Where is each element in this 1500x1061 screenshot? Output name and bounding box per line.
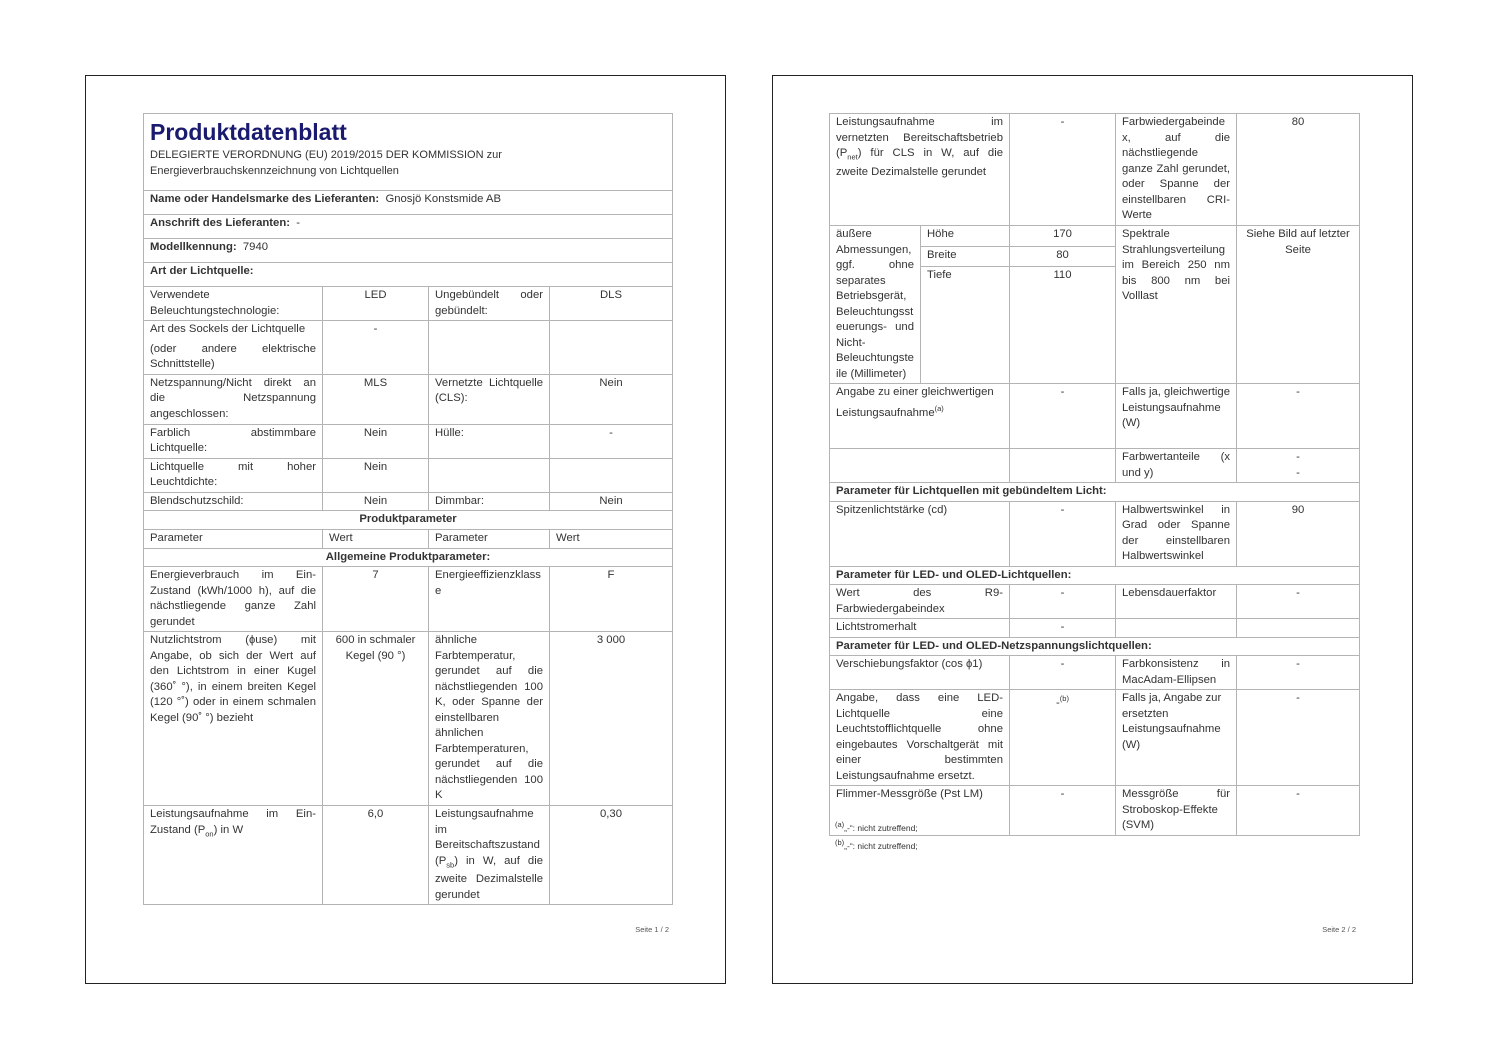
param-label	[144, 806, 323, 905]
param-label: Lichtquelle mit hoher Leuchtdichte:	[144, 458, 323, 492]
param-label: Lichtstromerhalt	[830, 619, 1010, 638]
supplier-row	[144, 191, 673, 215]
dimension-value: 110	[1010, 267, 1116, 384]
param-label: Falls ja, Angabe zur ersetzten Leistungsaufnahme (W)	[1116, 690, 1237, 786]
table-row	[830, 585, 1360, 619]
param-label: Energieeffizienzklasse	[429, 567, 550, 632]
supplier-value: Gnosjö Konstsmide AB	[385, 193, 501, 205]
table-row	[144, 424, 673, 458]
param-value	[550, 321, 673, 375]
param-label: Verschiebungsfaktor (cos ϕ1)	[830, 656, 1010, 690]
table-row	[144, 492, 673, 511]
label-text: ) in W, auf die zweite Dezimalstelle gerundet	[435, 854, 543, 901]
product-datasheet-table	[143, 113, 673, 905]
param-value: -	[1237, 786, 1360, 836]
table-row	[144, 374, 673, 424]
param-label: Farblich abstimmbare Lichtquelle:	[144, 424, 323, 458]
param-label: Nutzlichtstrom (ɸuse) mit Angabe, ob sich der Wert auf den Lichtstrom in einer Kugel (360˚ °), in einem breiten Kegel (120 °˚) oder in einem schmalen Kegel (90˚ °) bezieht	[144, 632, 323, 806]
param-value: 600 in schmaler Kegel (90 °)	[323, 632, 429, 806]
page-1	[85, 75, 726, 984]
table-row	[830, 690, 1360, 786]
value-text: -	[1056, 696, 1060, 709]
column-header: Wert	[550, 530, 673, 549]
param-value: -	[1237, 585, 1360, 619]
param-label: Hülle:	[429, 424, 550, 458]
led-heading: Parameter für LED- und OLED-Lichtquellen:	[830, 566, 1360, 585]
label-text: ) für CLS in W, auf die zweite Dezimalstelle gerundet	[836, 147, 1003, 178]
footnote-mark: (a)	[835, 820, 845, 829]
footnote	[835, 820, 918, 833]
footnote-text: „-“: nicht zutreffend;	[844, 822, 918, 833]
label-text: Leistungsaufnahme im Bereitschaftszustand (P	[435, 808, 540, 867]
param-value: Nein	[323, 424, 429, 458]
table-row	[144, 632, 673, 806]
param-label: Dimmbar:	[429, 492, 550, 511]
general-params-heading: Allgemeine Produktparameter:	[144, 548, 673, 567]
address-row	[144, 215, 673, 239]
header-cell	[144, 114, 673, 191]
param-value: -	[1237, 656, 1360, 690]
supplier-label: Name oder Handelsmarke des Lieferanten:	[150, 193, 380, 205]
label-subscript: sb	[446, 859, 455, 869]
light-type-label: Art der Lichtquelle:	[144, 263, 673, 287]
footnote-mark: (a)	[934, 403, 944, 413]
product-params-heading: Produktparameter	[144, 511, 673, 530]
label-subscript: on	[205, 828, 214, 838]
param-value: 80	[1237, 114, 1360, 226]
address-value: -	[296, 217, 301, 229]
param-label: Halbwertswinkel in Grad oder Spanne der einstellbaren Halbwertswinkel	[1116, 501, 1237, 566]
label-text: Leistungsaufnahme im vernetzten Bereitschaftsbetrieb (P	[836, 116, 1003, 159]
param-label	[830, 384, 1010, 449]
param-label: Farbkonsistenz in MacAdam-Ellipsen	[1116, 656, 1237, 690]
param-value: DLS	[550, 287, 673, 321]
label-text: ) in W	[213, 823, 244, 836]
table-row	[144, 567, 673, 632]
dimension-value: 170	[1010, 226, 1116, 247]
param-value: -	[1010, 656, 1116, 690]
page-title: Produktdatenblatt	[150, 119, 347, 145]
param-value: Siehe Bild auf letzter Seite	[1237, 226, 1360, 384]
param-label: ähnliche Farbtemperatur, gerundet auf die nächstliegenden 100 K, oder Spanne der einstellbaren ähnlichen Farbtemperaturen, gerundet auf die nächstliegenden 100 K	[429, 632, 550, 806]
empty-cell	[830, 449, 1010, 483]
footnote-mark: (b)	[835, 838, 845, 847]
param-value: MLS	[323, 374, 429, 424]
table-row	[144, 806, 673, 905]
param-label: Lebensdauerfaktor	[1116, 585, 1237, 619]
param-value: -	[1237, 384, 1360, 449]
dimensions-label: äußere Abmessungen, ggf. ohne separates Betriebsgerät, Beleuchtungssteuerungs- und Nicht-Beleuchtungsteile (Millimeter)	[830, 226, 921, 384]
footnote-text: „-“: nicht zutreffend;	[844, 840, 918, 851]
param-label: Verwendete Beleuchtungstechnologie:	[144, 287, 323, 321]
param-value: -	[1010, 501, 1116, 566]
footnote	[835, 838, 918, 851]
param-value: F	[550, 567, 673, 632]
param-value: -	[1010, 384, 1116, 449]
param-value	[1010, 690, 1116, 786]
page-number: Seite 1 / 2	[635, 925, 669, 934]
model-row	[144, 239, 673, 263]
param-label: Farbwiedergabeindex, auf die nächstliegende ganze Zahl gerundet, oder Spanne der einstellbaren CRI-Werte	[1116, 114, 1237, 226]
param-value: Nein	[550, 374, 673, 424]
empty-cell	[1010, 449, 1116, 483]
param-label: Netzspannung/Nicht direkt an die Netzspannung angeschlossen:	[144, 374, 323, 424]
param-value	[1237, 449, 1360, 483]
y-value: -	[1296, 466, 1300, 479]
table-row	[830, 619, 1360, 638]
column-header: Parameter	[429, 530, 550, 549]
led-mains-heading: Parameter für LED- und OLED-Netzspannungslichtquellen:	[830, 637, 1360, 656]
column-header-row	[144, 530, 673, 549]
table-row	[144, 458, 673, 492]
param-value: -	[550, 424, 673, 458]
socket-label-note: (oder andere elektrische Schnittstelle)	[150, 342, 316, 370]
dimension-value: 80	[1010, 246, 1116, 266]
table-row	[830, 501, 1360, 566]
subtitle-line-1: DELEGIERTE VERORDNUNG (EU) 2019/2015 DER KOMMISSION zur	[150, 149, 502, 161]
empty-cell	[1237, 619, 1360, 638]
param-label: Energieverbrauch im Ein-Zustand (kWh/1000 h), auf die nächstliegende ganze Zahl gerundet	[144, 567, 323, 632]
dimension-name: Tiefe	[921, 267, 1010, 384]
x-value: -	[1296, 451, 1300, 463]
param-label: Messgröße für Stroboskop-Effekte (SVM)	[1116, 786, 1237, 836]
param-value: 6,0	[323, 806, 429, 905]
table-row	[830, 226, 1360, 247]
dimension-name: Höhe	[921, 226, 1010, 247]
param-label: Angabe, dass eine LED-Lichtquelle eine Leuchtstofflichtquelle ohne eingebautes Vorschaltgerät mit einer bestimmten Leistungsaufnahme ersetzt.	[830, 690, 1010, 786]
address-label: Anschrift des Lieferanten:	[150, 217, 290, 229]
column-header: Wert	[323, 530, 429, 549]
model-label: Modellkennung:	[150, 241, 237, 253]
table-row	[830, 114, 1360, 226]
directional-heading: Parameter für Lichtquellen mit gebündeltem Licht:	[830, 483, 1360, 502]
product-datasheet-table-continued	[829, 113, 1360, 836]
param-value	[550, 458, 673, 492]
param-label: Spitzenlichtstärke (cd)	[830, 501, 1010, 566]
dimension-name: Breite	[921, 246, 1010, 266]
table-row	[144, 321, 673, 375]
empty-cell	[1116, 619, 1237, 638]
param-value: -	[1237, 690, 1360, 786]
param-label	[830, 114, 1010, 226]
param-label	[144, 321, 323, 375]
model-value: 7940	[242, 241, 269, 253]
param-value: 0,30	[550, 806, 673, 905]
param-label: Flimmer-Messgröße (Pst LM)	[830, 786, 1010, 836]
param-value: Nein	[323, 492, 429, 511]
param-label: Wert des R9-Farbwiedergabeindex	[830, 585, 1010, 619]
socket-label: Art des Sockels der Lichtquelle	[150, 323, 306, 335]
param-value: Nein	[323, 458, 429, 492]
page-number: Seite 2 / 2	[1322, 925, 1356, 934]
param-value: LED	[323, 287, 429, 321]
param-label	[429, 458, 550, 492]
column-header: Parameter	[144, 530, 323, 549]
param-value: -	[1010, 786, 1116, 836]
param-value: 7	[323, 567, 429, 632]
param-value: -	[1010, 114, 1116, 226]
param-label: Farbwertanteile (x und y)	[1116, 449, 1237, 483]
subtitle-line-2: Energieverbrauchskennzeichnung von Lichtquellen	[150, 165, 399, 177]
param-label: Spektrale Strahlungsverteilung im Bereich 250 nm bis 800 nm bei Volllast	[1116, 226, 1237, 384]
table-row	[830, 449, 1360, 483]
param-value: -	[1010, 585, 1116, 619]
param-value: 90	[1237, 501, 1360, 566]
param-label	[429, 806, 550, 905]
param-value: 3 000	[550, 632, 673, 806]
label-text: Angabe zu einer gleichwertigen Leistungsaufnahme	[836, 386, 994, 419]
table-row	[144, 287, 673, 321]
param-label	[429, 321, 550, 375]
label-text: Leistungsaufnahme im Ein-Zustand (P	[150, 808, 316, 836]
param-label: Ungebündelt oder gebündelt:	[429, 287, 550, 321]
param-label: Vernetzte Lichtquelle (CLS):	[429, 374, 550, 424]
param-value: -	[1010, 619, 1116, 638]
page-2	[772, 75, 1413, 984]
table-row	[830, 656, 1360, 690]
param-value: -	[323, 321, 429, 375]
label-subscript: net	[847, 152, 858, 162]
param-label: Blendschutzschild:	[144, 492, 323, 511]
param-label: Falls ja, gleichwertige Leistungsaufnahme (W)	[1116, 384, 1237, 449]
param-value: Nein	[550, 492, 673, 511]
table-row	[830, 384, 1360, 449]
footnote-mark: (b)	[1059, 694, 1069, 703]
